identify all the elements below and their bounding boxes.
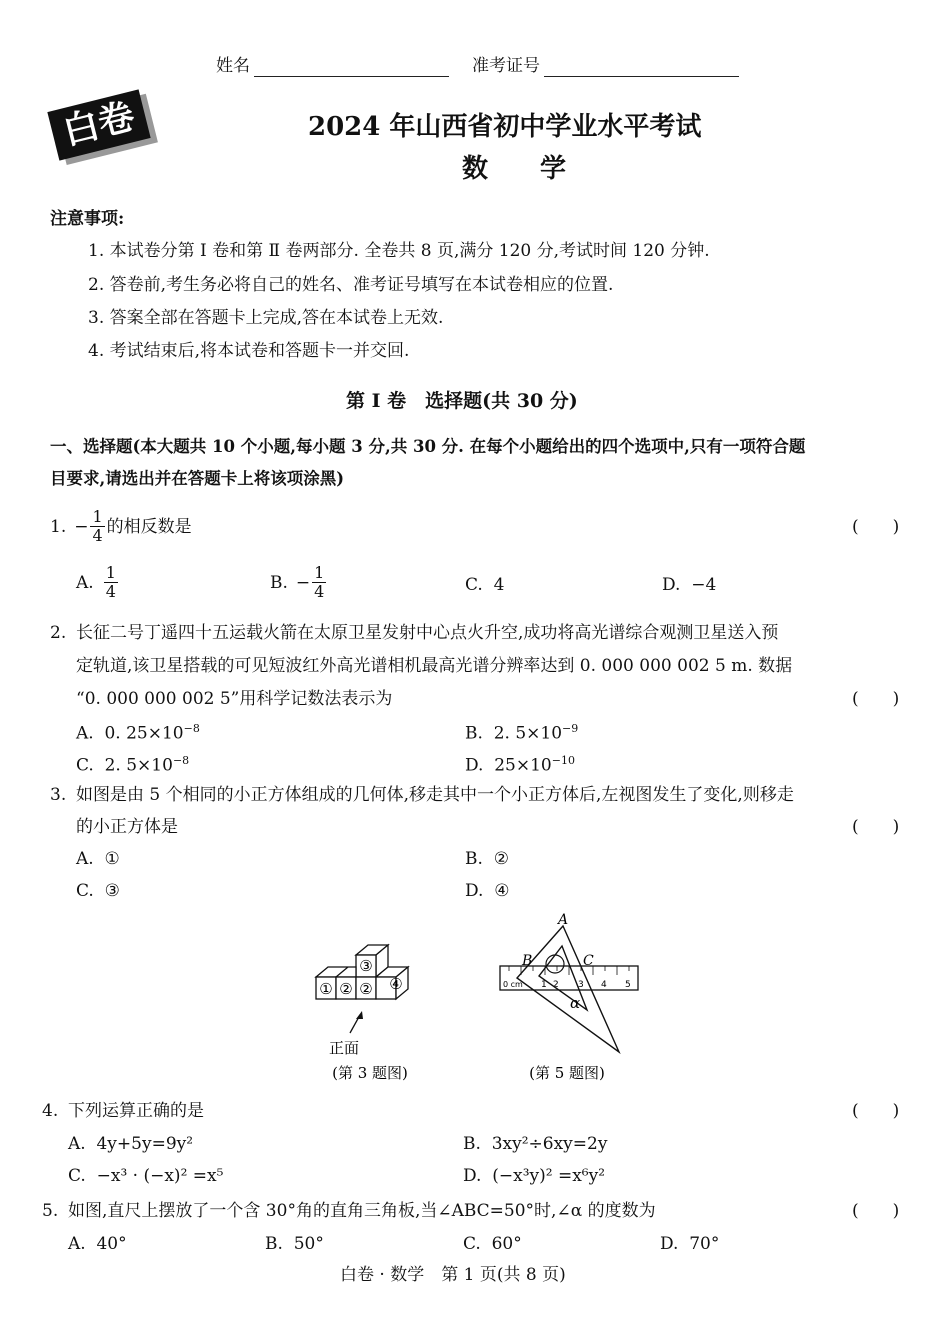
q2-d-text: D. 25×10 [465,755,552,776]
q1-frac-den: 4 [92,526,103,545]
figure-5-caption: (第 5 题图) [529,1064,605,1082]
answer-paren: ( ) [852,817,900,837]
answer-paren: ( ) [852,689,900,709]
subject-title: 数 学 [462,154,567,184]
front-label: 正面 [328,1039,360,1057]
q5-number: 5. [42,1201,59,1221]
q3-line1: 如图是由 5 个相同的小正方体组成的几何体,移走其中一个小正方体后,左视图发生了变化,则移走 [76,785,794,805]
ruler-tick-3: 3 [578,980,584,990]
answer-paren: ( ) [852,1201,900,1221]
figure-3-cubes [310,935,440,1085]
q1-option-b [270,564,328,601]
arrow-head [356,1011,363,1019]
q1-fraction [90,508,104,545]
id-label: 准考证号 [472,56,540,76]
ruler-tick-2: 2 [553,980,559,990]
q1-neg: − [74,516,89,537]
notice-item: 1. 本试卷分第 Ⅰ 卷和第 Ⅱ 卷两部分. 全卷共 8 页,满分 120 分,考试时间 120 分钟. [88,241,710,261]
q3-option-b: B. ② [465,849,509,869]
q2-b-exp: −9 [562,722,579,735]
q5-option-d: D. 70° [660,1234,720,1254]
ruler-tick-5: 5 [625,980,631,990]
name-field [216,55,449,77]
q5-option-a: A. 40° [68,1234,127,1254]
paper-badge: 白卷 [47,89,150,160]
q2-a-exp: −8 [183,722,200,735]
part-intro-line1: 一、选择题(本大题共 10 个小题,每小题 3 分,共 30 分. 在每个小题给出的四个选项中,只有一项符合题 [50,437,806,456]
answer-paren: ( ) [852,1101,900,1121]
exam-title: 2024 年山西省初中学业水平考试 [308,112,702,142]
cube-label-4: ④ [389,975,403,993]
ruler-tick-4: 4 [601,980,607,990]
name-line [254,56,449,77]
cube-label-2b: ② [359,980,373,998]
notice-heading: 注意事项: [50,209,125,229]
q3-number: 3. [50,785,67,805]
q4-option-b: B. 3xy²÷6xy=2y [463,1134,608,1154]
q1-b-neg: − [295,572,311,593]
q1-b-num: 1 [314,563,325,582]
notice-item: 2. 答卷前,考生务必将自己的姓名、准考证号填写在本试卷相应的位置. [88,275,614,295]
q4-option-d: D. (−x³y)² =x⁶y² [463,1166,606,1186]
id-field [472,55,739,77]
q2-number: 2. [50,623,67,643]
alpha-label: α [570,994,581,1012]
section-title: 第 Ⅰ 卷 选择题(共 30 分) [346,390,578,412]
q2-d-exp: −10 [551,754,575,767]
cube-label-2a: ② [339,980,353,998]
id-line [544,56,739,77]
q2-option-b [465,718,578,745]
q1-frac-num: 1 [92,507,103,526]
notice-item: 3. 答案全部在答题卡上完成,答在本试卷上无效. [88,308,444,328]
q4-option-c: C. −x³ · (−x)² =x⁵ [68,1166,224,1186]
q4-option-a: A. 4y+5y=9y² [68,1134,194,1154]
answer-paren: ( ) [852,517,900,537]
q4-text: 下列运算正确的是 [68,1101,204,1121]
q5-text: 如图,直尺上摆放了一个含 30°角的直角三角板,当∠ABC=50°时,∠α 的度数为 [68,1201,656,1221]
name-label: 姓名 [216,56,250,76]
q2-a-text: A. 0. 25×10 [76,723,184,744]
q1-option-d: D. −4 [662,575,717,595]
q2-line1: 长征二号丁遥四十五运载火箭在太原卫星发射中心点火升空,成功将高光谱综合观测卫星送入预 [76,623,779,643]
ruler-tick-1: 1 [541,980,547,990]
q2-option-d [465,750,575,777]
q1-a-fraction [104,564,118,601]
point-c-label: C [583,953,594,969]
q3-option-d: D. ④ [465,881,510,901]
q4-number: 4. [42,1101,59,1121]
q1-b-den: 4 [314,582,325,601]
q3-option-c: C. ③ [76,881,120,901]
figure-5-ruler-triangle [495,908,645,1086]
q1-number: 1. [50,516,67,537]
q3-option-a: A. ① [76,849,120,869]
notice-item: 4. 考试结束后,将本试卷和答题卡一并交回. [88,341,410,361]
ruler-zero-label: 0 cm [503,980,523,989]
figure-3-caption: (第 3 题图) [332,1064,408,1082]
q3-line2: 的小正方体是 [76,817,178,837]
q1-b-fraction [312,564,326,601]
q5-option-b: B. 50° [265,1234,324,1254]
q2-option-c [76,750,189,777]
q1-a-den: 4 [105,582,116,601]
q2-b-text: B. 2. 5×10 [465,723,563,744]
q1-b-label: B. [270,572,288,593]
question-1 [50,508,192,545]
point-a-label: A [558,912,569,928]
q2-line3: “0. 000 000 002 5”用科学记数法表示为 [76,689,393,709]
cube-label-1: ① [319,980,333,998]
part-intro-line2: 目要求,请选出并在答题卡上将该项涂黑) [50,469,345,488]
q2-c-exp: −8 [172,754,190,767]
q1-text: 的相反数是 [106,516,192,537]
q1-option-c: C. 4 [465,575,505,595]
q5-option-c: C. 60° [463,1234,522,1254]
page-footer: 白卷 · 数学 第 1 页(共 8 页) [340,1265,566,1285]
q2-line2: 定轨道,该卫星搭载的可见短波红外高光谱相机最高光谱分辨率达到 0. 000 000 002 5 m. 数据 [76,656,793,676]
q1-a-label: A. [76,572,94,593]
q1-option-a [76,564,120,601]
q2-option-a [76,718,200,745]
cube-label-3: ③ [359,957,373,975]
point-b-label: B [522,953,533,969]
q1-a-num: 1 [105,563,116,582]
q2-c-text: C. 2. 5×10 [76,755,173,776]
